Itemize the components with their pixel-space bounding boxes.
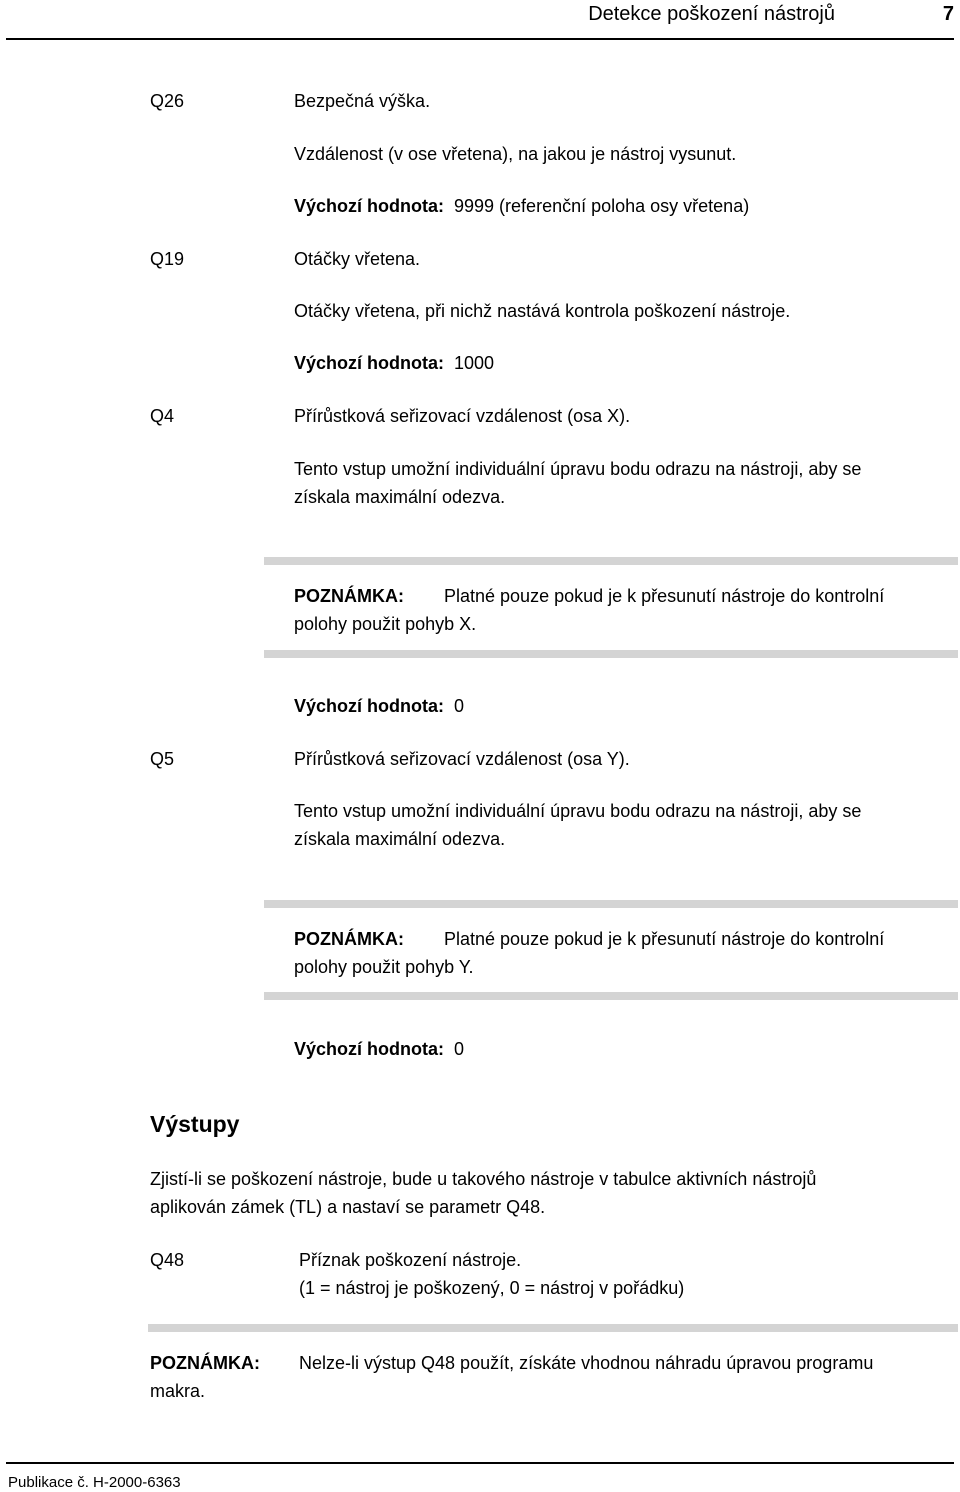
default-value: 9999 (referenční poloha osy vřetena) (454, 196, 750, 216)
page-number: 7 (942, 3, 954, 25)
param-title-q5: Přírůstková seřizovací vzdálenost (osa Y). (294, 749, 630, 769)
default-label: Výchozí hodnota: (294, 196, 444, 216)
footer-rule (6, 1462, 954, 1464)
param-title-q26: Bezpečná výška. (294, 91, 431, 111)
param-desc-q19: Otáčky vřetena, při nichž nastává kontrola poškození nástroje. (294, 301, 791, 321)
note-label: POZNÁMKA: (294, 586, 404, 606)
default-value: 0 (454, 1039, 465, 1059)
default-value-q5 (294, 1035, 464, 1063)
default-label: Výchozí hodnota: (294, 1039, 444, 1059)
note-text: Platné pouze pokud je k přesunutí nástroje do kontrolní (444, 929, 885, 949)
note-q4-line1 (294, 582, 885, 610)
default-value-q19 (294, 349, 494, 377)
note-rule-bottom (264, 992, 958, 1000)
param-title-q48: Příznak poškození nástroje. (299, 1250, 522, 1270)
param-desc-q5-line1: Tento vstup umožní individuální úpravu bodu odrazu na nástroji, aby se (294, 801, 862, 821)
note-q4-line2: polohy použit pohyb X. (294, 614, 477, 634)
outputs-intro-line2: aplikován zámek (TL) a nastaví se parametr Q48. (150, 1197, 546, 1217)
note-rule-top (148, 1324, 958, 1332)
header-title: Detekce poškození nástrojů (588, 3, 835, 25)
param-title-q4: Přírůstková seřizovací vzdálenost (osa X). (294, 406, 631, 426)
param-code-q26: Q26 (150, 91, 185, 111)
param-desc-q4-line2: získala maximální odezva. (294, 487, 506, 507)
param-code-q48: Q48 (150, 1250, 185, 1270)
outputs-intro-line1: Zjistí-li se poškození nástroje, bude u takového nástroje v tabulce aktivních nástrojů (150, 1169, 817, 1189)
outputs-note-line1: Nelze-li výstup Q48 použít, získáte vhodnou náhradu úpravou programu (299, 1353, 874, 1373)
note-q5-line2: polohy použit pohyb Y. (294, 957, 474, 977)
param-code-q4: Q4 (150, 406, 175, 426)
footer-publication: Publikace č. H-2000-6363 (8, 1474, 181, 1491)
note-rule-top (264, 900, 958, 908)
default-value: 0 (454, 696, 465, 716)
header-rule (6, 38, 954, 40)
note-rule-bottom (264, 650, 958, 658)
param-code-q19: Q19 (150, 249, 185, 269)
note-q5-line1 (294, 925, 885, 953)
default-label: Výchozí hodnota: (294, 353, 444, 373)
param-code-q5: Q5 (150, 749, 175, 769)
param-desc-q48: (1 = nástroj je poškozený, 0 = nástroj v pořádku) (299, 1278, 685, 1298)
default-value-q4 (294, 692, 464, 720)
default-value-q26 (294, 192, 749, 220)
note-label: POZNÁMKA: (294, 929, 404, 949)
param-desc-q4-line1: Tento vstup umožní individuální úpravu bodu odrazu na nástroji, aby se (294, 459, 862, 479)
note-label: POZNÁMKA: (150, 1353, 260, 1373)
outputs-note-line2: makra. (150, 1381, 206, 1401)
param-title-q19: Otáčky vřetena. (294, 249, 421, 269)
note-rule-top (264, 557, 958, 565)
param-desc-q26: Vzdálenost (v ose vřetena), na jakou je nástroj vysunut. (294, 144, 737, 164)
section-heading-outputs: Výstupy (150, 1111, 240, 1137)
note-text: Platné pouze pokud je k přesunutí nástroje do kontrolní (444, 586, 885, 606)
default-value: 1000 (454, 353, 495, 373)
default-label: Výchozí hodnota: (294, 696, 444, 716)
param-desc-q5-line2: získala maximální odezva. (294, 829, 506, 849)
